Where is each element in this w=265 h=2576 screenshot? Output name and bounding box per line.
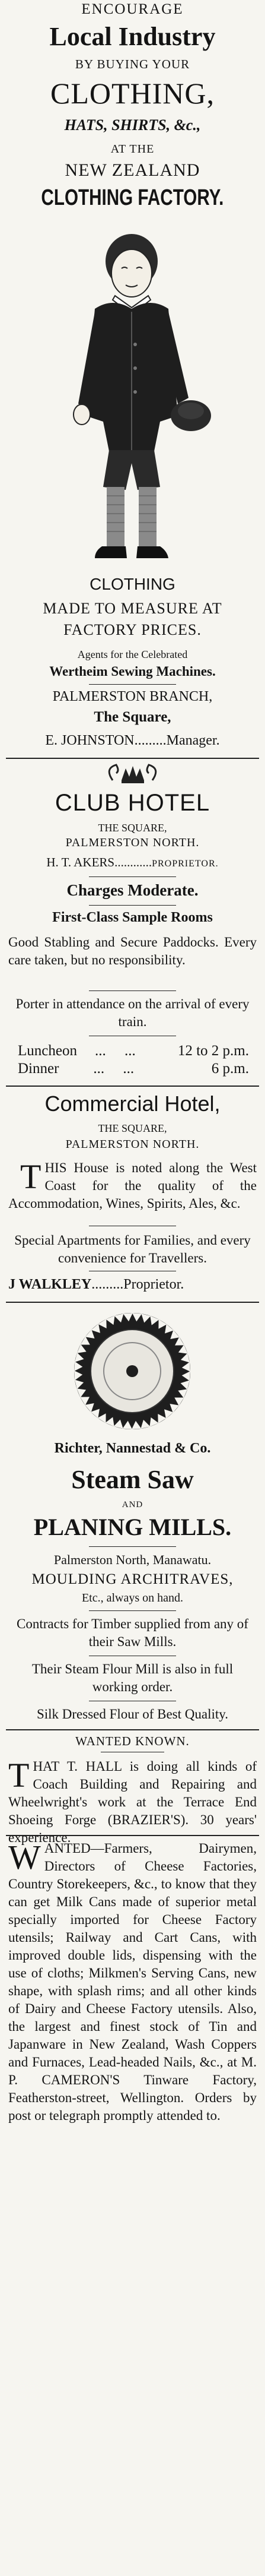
luncheon-time: 12 to 2 p.m. — [177, 1043, 249, 1059]
divider — [89, 905, 176, 906]
club-address-1: THE SQUARE, — [98, 822, 167, 834]
by-buying-line: BY BUYING YOUR — [75, 57, 190, 71]
made-to-measure-line-1: MADE TO MEASURE AT — [43, 600, 222, 617]
commercial-hotel-title: Commercial Hotel, — [44, 1091, 221, 1116]
commercial-description-text: HIS House is noted along the West Coast for the quality of the Accommodation, Wines, Spirits, Ales, &c. — [8, 1160, 257, 1211]
royal-crest-icon — [0, 762, 265, 786]
sewing-machines-line: Wertheim Sewing Machines. — [49, 664, 216, 679]
club-proprietor-line — [0, 855, 265, 870]
section-rule — [6, 1302, 259, 1303]
manager-dots: ......... — [134, 733, 167, 748]
section-rule — [6, 1729, 259, 1730]
planing-mills-title: PLANING MILLS. — [33, 1514, 232, 1540]
commercial-proprietor-dots: ......... — [91, 1277, 124, 1292]
clothing-factory-headline — [0, 185, 265, 211]
club-proprietor-dots: ............ — [114, 855, 152, 869]
local-industry-headline: Local Industry — [49, 22, 216, 51]
factory-name-text: CLOTHING FACTORY. — [41, 185, 224, 210]
wanted-known-body — [0, 1758, 265, 1847]
manager-name: E. JOHNSTON — [45, 733, 135, 748]
wanted-farmers-drop-cap: W — [8, 1838, 41, 1876]
timber-contracts-text: Contracts for Timber supplied from any of their Saw Mills. — [17, 1616, 248, 1649]
steam-saw-title: Steam Saw — [71, 1465, 194, 1494]
silk-flour-line: Silk Dressed Flour of Best Quality. — [36, 1707, 229, 1721]
palmerston-branch-line: PALMERSTON BRANCH, — [52, 689, 213, 704]
and-line: AND — [122, 1500, 143, 1509]
at-the-line: AT THE — [110, 143, 155, 156]
dinner-label: Dinner — [18, 1061, 59, 1077]
section-rule — [6, 1835, 259, 1836]
wanted-known-heading: WANTED KNOWN. — [75, 1734, 190, 1748]
commercial-proprietor-name: J WALKLEY — [8, 1277, 92, 1292]
the-square-line: The Square, — [94, 709, 171, 725]
club-proprietor-name: H. T. AKERS — [46, 855, 115, 869]
club-address-2: PALMERSTON NORTH. — [65, 836, 200, 849]
divider — [89, 1546, 176, 1547]
divider — [89, 990, 176, 991]
charges-moderate: Charges Moderate. — [66, 881, 199, 899]
porter-text: Porter in attendance on the arrival of every train. — [15, 996, 250, 1029]
sample-rooms: First-Class Sample Rooms — [52, 910, 213, 925]
agents-line: Agents for the Celebrated — [77, 648, 188, 660]
boy-in-suit-illustration — [0, 226, 265, 570]
commercial-proprietor-title: Proprietor. — [123, 1277, 184, 1292]
wanted-known-text: HAT T. HALL is doing all kinds of Coach Building and Repairing and Wheelwright's work at the Terrace End Shoeing Forge (BRAZIER'S). 30 years' experience. — [8, 1759, 257, 1845]
on-hand-line: Etc., always on hand. — [81, 1591, 184, 1605]
commercial-address-2: PALMERSTON NORTH. — [65, 1138, 200, 1151]
club-proprietor-title: PROPRIETOR. — [152, 859, 219, 869]
divider — [89, 876, 176, 877]
dinner-time: 6 p.m. — [211, 1061, 249, 1077]
hats-shirts-line: HATS, SHIRTS, &c., — [64, 116, 201, 134]
luncheon-dots: ... ... — [94, 1043, 136, 1059]
commercial-drop-cap: T — [20, 1157, 41, 1196]
richter-firm-name: Richter, Nannestad & Co. — [54, 1441, 211, 1456]
luncheon-row — [18, 1043, 249, 1059]
circular-saw-blade-illustration — [0, 1309, 265, 1433]
section-rule — [6, 758, 259, 759]
special-apartments-text: Special Apartments for Families, and every convenience for Travellers. — [14, 1233, 251, 1265]
made-to-measure-line-2: FACTORY PRICES. — [63, 621, 202, 638]
commercial-description — [0, 1159, 265, 1213]
commercial-proprietor-line — [0, 1277, 265, 1293]
moulding-line: MOULDING ARCHITRAVES, — [31, 1571, 234, 1587]
clothing-headline: CLOTHING, — [50, 77, 215, 110]
encourage-line: ENCOURAGE — [81, 1, 184, 17]
stabling-text: Good Stabling and Secure Paddocks. Every care taken, but no responsibility. — [8, 935, 257, 967]
dinner-dots: ... ... — [93, 1061, 135, 1077]
mill-location: Palmerston North, Manawatu. — [53, 1552, 212, 1567]
dinner-row — [18, 1061, 249, 1077]
clothing-caption: CLOTHING — [90, 575, 175, 593]
commercial-address-1: THE SQUARE, — [98, 1122, 167, 1134]
section-rule — [6, 1086, 259, 1087]
manager-title: Manager. — [166, 733, 220, 748]
manager-line — [0, 733, 265, 749]
new-zealand-line: NEW ZEALAND — [65, 160, 200, 180]
wanted-known-drop-cap: T — [8, 1756, 30, 1795]
divider — [89, 684, 176, 685]
wanted-farmers-body — [0, 1840, 265, 2125]
club-hotel-title: CLUB HOTEL — [55, 790, 210, 816]
flour-mill-text: Their Steam Flour Mill is also in full working order. — [31, 1662, 234, 1694]
luncheon-label: Luncheon — [18, 1043, 77, 1059]
divider — [89, 1610, 176, 1611]
wanted-farmers-text: ANTED—Farmers, Dairymen, Directors of Cheese Factories, Country Storekeepers, &c., to know that they can get Milk Cans made of superior metal specially imported for Cheese Factory utensils; Railway and Cart Cans, with improved double lids, dispensing with the use of cloths; Milkmen's Serving Cans, new shape, with splash rims; and all other kinds of Dairy and Cheese Factory utensils. Also, the largest and finest stock of Tin and Japanware in New Zealand, Wash Coppers and Furnaces, Lead-headed Nails, &c., at M. P. CAMERON'S Tinware Factory, Featherston-street, Wellington. Orders by post or telegraph promptly attended to. — [8, 1841, 257, 2123]
